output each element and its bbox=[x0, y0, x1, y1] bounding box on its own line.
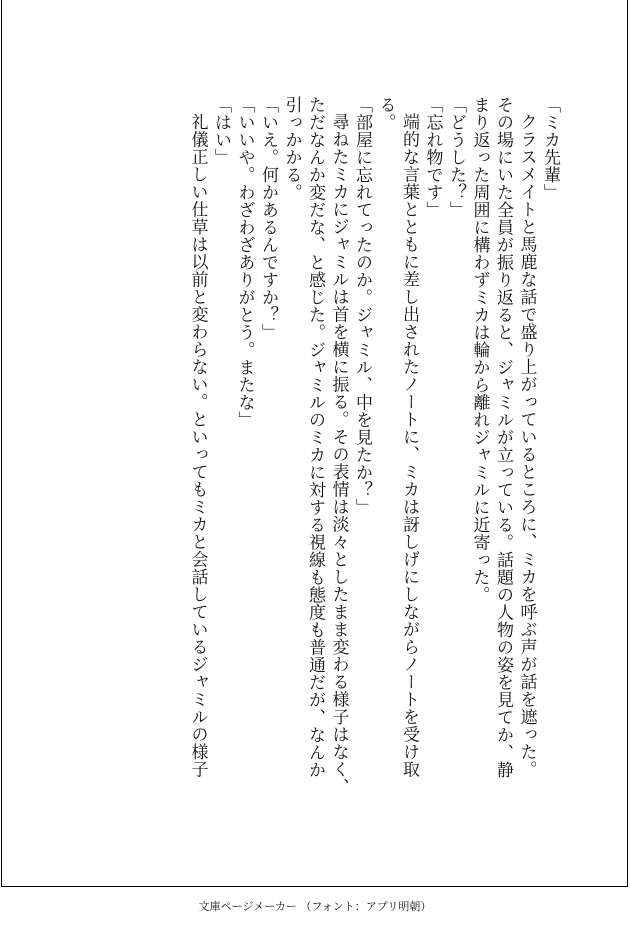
text-line: 「はい」 bbox=[211, 96, 231, 166]
text-line: 「いいや。わざわざありがとう。またな」 bbox=[234, 96, 255, 429]
text-line: クラスメイトと馬鹿な話で盛り上がっているところに、ミカを呼ぶ声が話を遮った。 bbox=[516, 113, 537, 778]
text-line: 「どうした？」 bbox=[446, 96, 466, 219]
text-line: まり返った周囲に構わずミカは輪から離れジャミルに近寄った。 bbox=[469, 96, 490, 604]
text-line: 端的な言葉とともに差し出されたノートに、ミカは訝しげにしながらノートを受け取 bbox=[399, 113, 419, 778]
text-line: 「ミカ先輩」 bbox=[540, 96, 560, 201]
text-line: 「忘れ物です」 bbox=[422, 96, 443, 219]
text-line: 引っかかる。 bbox=[281, 96, 302, 201]
text-line: 「部屋に忘れてったのか。ジャミル、中を見たか？」 bbox=[352, 96, 372, 516]
text-line: ただなんか変だな、と感じた。ジャミルのミカに対する視線も態度も普通だが、なんか bbox=[305, 96, 325, 779]
vertical-text-body bbox=[185, 96, 561, 796]
text-line: る。 bbox=[375, 96, 396, 131]
text-line: その場にいた全員が振り返ると、ジャミルが立っている。話題の人物の姿を見てか、静 bbox=[493, 96, 513, 779]
page-frame bbox=[1, 0, 628, 887]
text-line: 尋ねたミカにジャミルは首を横に振る。その表情は淡々としたまま変わる様子はなく、 bbox=[328, 113, 349, 796]
text-line: 「いえ。何かあるんですか？」 bbox=[258, 96, 278, 341]
footer-caption: 文庫ページメーカー （フォント：アプリ明朝） bbox=[198, 900, 432, 913]
text-line: 礼儀正しい仕草は以前と変わらない。といってもミカと会話しているジャミルの様子 bbox=[187, 113, 208, 778]
